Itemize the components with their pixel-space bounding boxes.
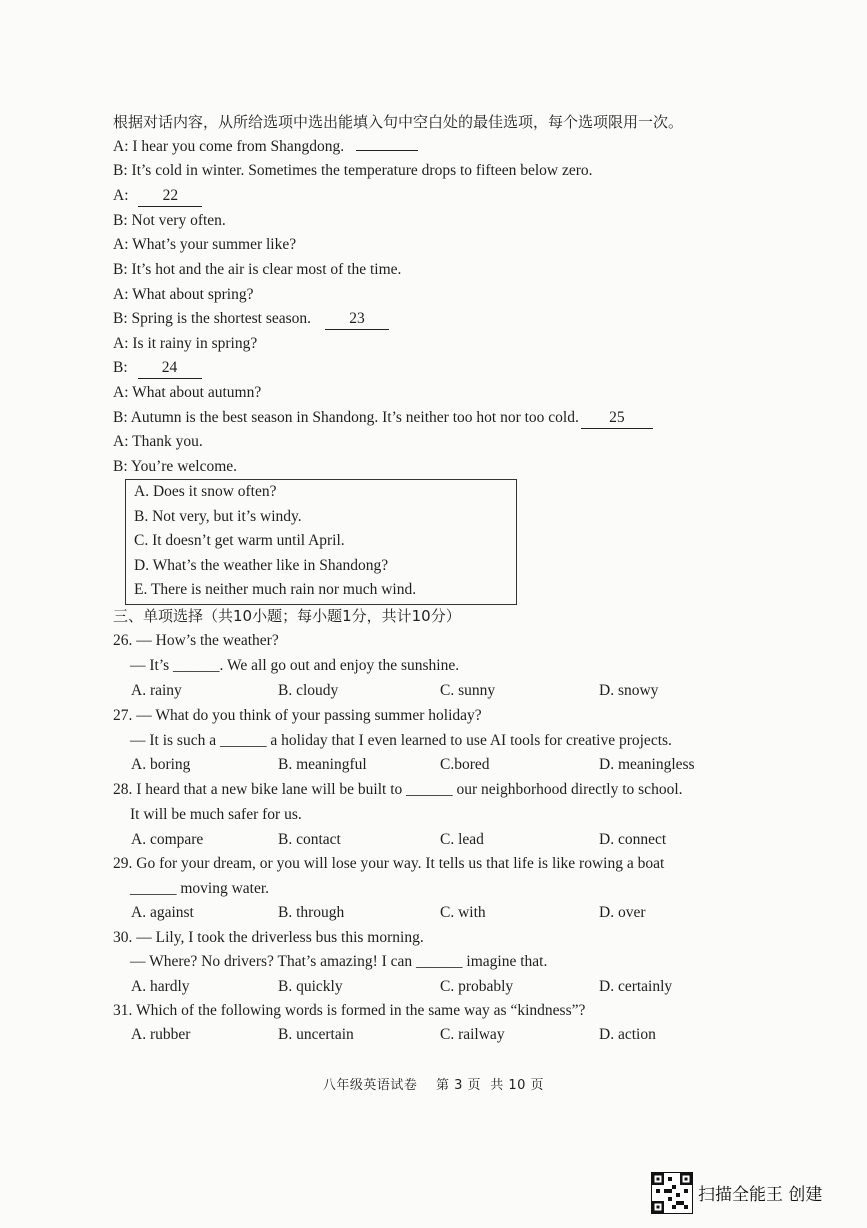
choice: B. meaningful bbox=[278, 756, 367, 773]
dialogue-line: A: What about spring? bbox=[113, 286, 254, 303]
dialogue-line: B: It’s hot and the air is clear most of the time. bbox=[113, 261, 402, 278]
question-stem: It will be much safer for us. bbox=[130, 806, 302, 823]
question-stem: 29. Go for your dream, or you will lose your way. It tells us that life is like rowing a boat bbox=[113, 855, 665, 872]
dialogue-line: B: It’s cold in winter. Sometimes the temperature drops to fifteen below zero. bbox=[113, 162, 593, 179]
blank-22: 22 bbox=[138, 186, 202, 207]
question-stem: — Where? No drivers? That’s amazing! I can ______ imagine that. bbox=[130, 953, 548, 970]
choice: B. quickly bbox=[278, 978, 343, 995]
option-d: D. What’s the weather like in Shandong? bbox=[134, 557, 389, 574]
dialogue-line: B: 24 bbox=[113, 358, 202, 379]
option-e: E. There is neither much rain nor much wind. bbox=[134, 581, 417, 598]
option-c: C. It doesn’t get warm until April. bbox=[134, 532, 345, 549]
dialogue-line: A: What’s your summer like? bbox=[113, 236, 297, 253]
dialogue-line: B: Autumn is the best season in Shandong. It’s neither too hot nor too cold. 25 bbox=[113, 408, 653, 429]
blank-25: 25 bbox=[581, 408, 653, 429]
choice: A. compare bbox=[131, 831, 204, 848]
question-stem: 26. — How’s the weather? bbox=[113, 632, 279, 649]
option-a: A. Does it snow often? bbox=[134, 483, 277, 500]
choice: C. probably bbox=[440, 978, 514, 995]
dialogue-line: B: Not very often. bbox=[113, 212, 226, 229]
choice: D. connect bbox=[599, 831, 667, 848]
qr-code-icon bbox=[651, 1172, 693, 1214]
choice: B. cloudy bbox=[278, 682, 339, 699]
blank-21 bbox=[356, 150, 418, 151]
question-stem: ______ moving water. bbox=[130, 880, 270, 897]
choice: D. meaningless bbox=[599, 756, 695, 773]
choice: A. rubber bbox=[131, 1026, 191, 1043]
choice: C. railway bbox=[440, 1026, 505, 1043]
dialogue-line: B: You’re welcome. bbox=[113, 458, 238, 475]
dialogue-line: B: Spring is the shortest season. 23 bbox=[113, 309, 389, 330]
instructions: 根据对话内容，从所给选项中选出能填入句中空白处的最佳选项，每个选项限用一次。 bbox=[113, 113, 684, 131]
choice: B. uncertain bbox=[278, 1026, 354, 1043]
choice: B. contact bbox=[278, 831, 341, 848]
blank-24: 24 bbox=[138, 358, 202, 379]
choice: A. against bbox=[131, 904, 194, 921]
section-title: 三、单项选择（共10小题；每小题1分，共计10分） bbox=[113, 607, 461, 625]
dialogue-line: A: What about autumn? bbox=[113, 384, 262, 401]
choice: D. snowy bbox=[599, 682, 659, 699]
question-stem: 28. I heard that a new bike lane will be built to ______ our neighborhood directly to school. bbox=[113, 781, 683, 798]
dialogue-line: A: Thank you. bbox=[113, 433, 203, 450]
page-footer: 八年级英语试卷 第 3 页 共 10 页 bbox=[322, 1078, 545, 1093]
choice: D. over bbox=[599, 904, 646, 921]
question-stem: — It’s ______. We all go out and enjoy the sunshine. bbox=[130, 657, 460, 674]
question-stem: 27. — What do you think of your passing summer holiday? bbox=[113, 707, 482, 724]
choice: A. boring bbox=[131, 756, 191, 773]
question-stem: 30. — Lily, I took the driverless bus this morning. bbox=[113, 929, 424, 946]
choice: C. sunny bbox=[440, 682, 496, 699]
scanner-watermark: 扫描全能王 创建 bbox=[698, 1185, 823, 1205]
dialogue-line: A: Is it rainy in spring? bbox=[113, 335, 258, 352]
choice: D. certainly bbox=[599, 978, 673, 995]
blank-23: 23 bbox=[325, 309, 389, 330]
choice: C.bored bbox=[440, 756, 490, 773]
choice: D. action bbox=[599, 1026, 656, 1043]
choice: B. through bbox=[278, 904, 345, 921]
dialogue-line: A: 22 bbox=[113, 186, 202, 207]
choice: C. with bbox=[440, 904, 486, 921]
choice: C. lead bbox=[440, 831, 484, 848]
choice: A. hardly bbox=[131, 978, 190, 995]
question-stem: — It is such a ______ a holiday that I even learned to use AI tools for creative projects. bbox=[130, 732, 672, 749]
question-stem: 31. Which of the following words is formed in the same way as “kindness”? bbox=[113, 1002, 586, 1019]
dialogue-line: A: I hear you come from Shangdong. bbox=[113, 137, 418, 157]
option-b: B. Not very, but it’s windy. bbox=[134, 508, 302, 525]
choice: A. rainy bbox=[131, 682, 182, 699]
